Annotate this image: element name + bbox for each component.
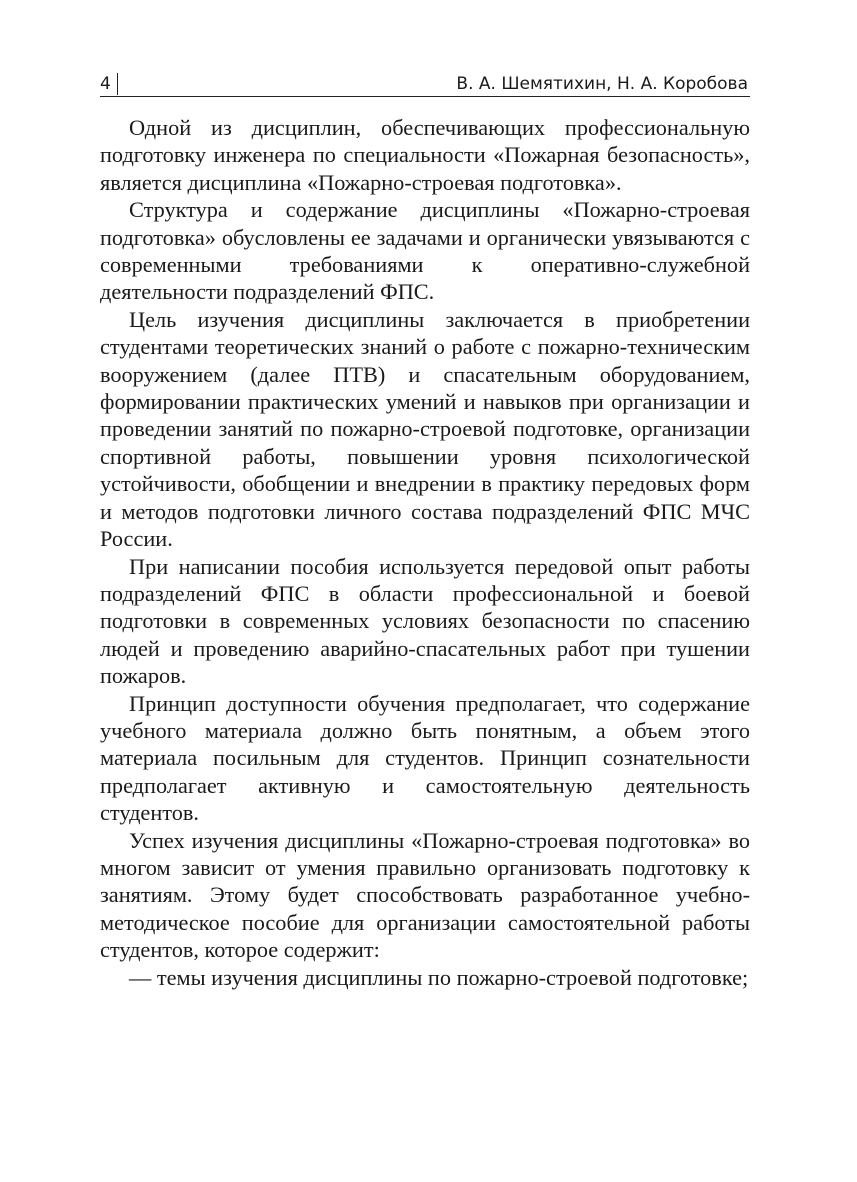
paragraph: Одной из дисциплин, обеспечивающих профессиональную подготовку инженера по специальности «Пожарная безопасность», является дисциплина «Пожарно-строевая подготовка». bbox=[100, 115, 750, 195]
paragraph: При написании пособия используется передовой опыт работы подразделений ФПС в области профессиональной и боевой подготовки в современных условиях безопасности по спасению людей и проведению аварийно-спасательных работ при тушении пожаров. bbox=[100, 553, 750, 689]
paragraph: Цель изучения дисциплины заключается в приобретении студентами теоретических знаний о работе с пожарно-техническим вооружением (далее ПТВ) и спасательным оборудованием, формировании практических умений и навыков при организации и проведении занятий по пожарно-строевой подготовке, организации спортивной работы, повышении уровня психологической устойчивости, обобщении и внедрении в практику передовых форм и методов подготовки личного состава подразделений ФПС МЧС России. bbox=[100, 306, 750, 552]
paragraph: Принцип доступности обучения предполагает, что содержание учебного материала должно быть понятным, а объем этого материала посильным для студентов. Принцип сознательности предполагает активную и самостоятельную деятельность студентов. bbox=[100, 690, 750, 826]
list-item: — темы изучения дисциплины по пожарно-строевой подготовке; bbox=[129, 964, 749, 990]
paragraph: Структура и содержание дисциплины «Пожарно-строевая подготовка» обусловлены ее задачами и органически увязываются с современными требованиями к оперативно-служебной деятельности подразделений ФПС. bbox=[100, 197, 750, 305]
paragraph: Успех изучения дисциплины «Пожарно-строевая подготовка» во многом зависит от умения правильно организовать подготовку к занятиям. Этому будет способствовать разработанное учебно-методическое пособие для организации самостоятельной работы студентов, которое содержит: bbox=[100, 827, 750, 963]
body-text bbox=[100, 114, 750, 991]
running-head-authors: В. А. Шемятихин, Н. А. Коробова bbox=[456, 74, 748, 94]
page-number: 4 bbox=[100, 73, 118, 95]
running-header bbox=[100, 72, 750, 97]
